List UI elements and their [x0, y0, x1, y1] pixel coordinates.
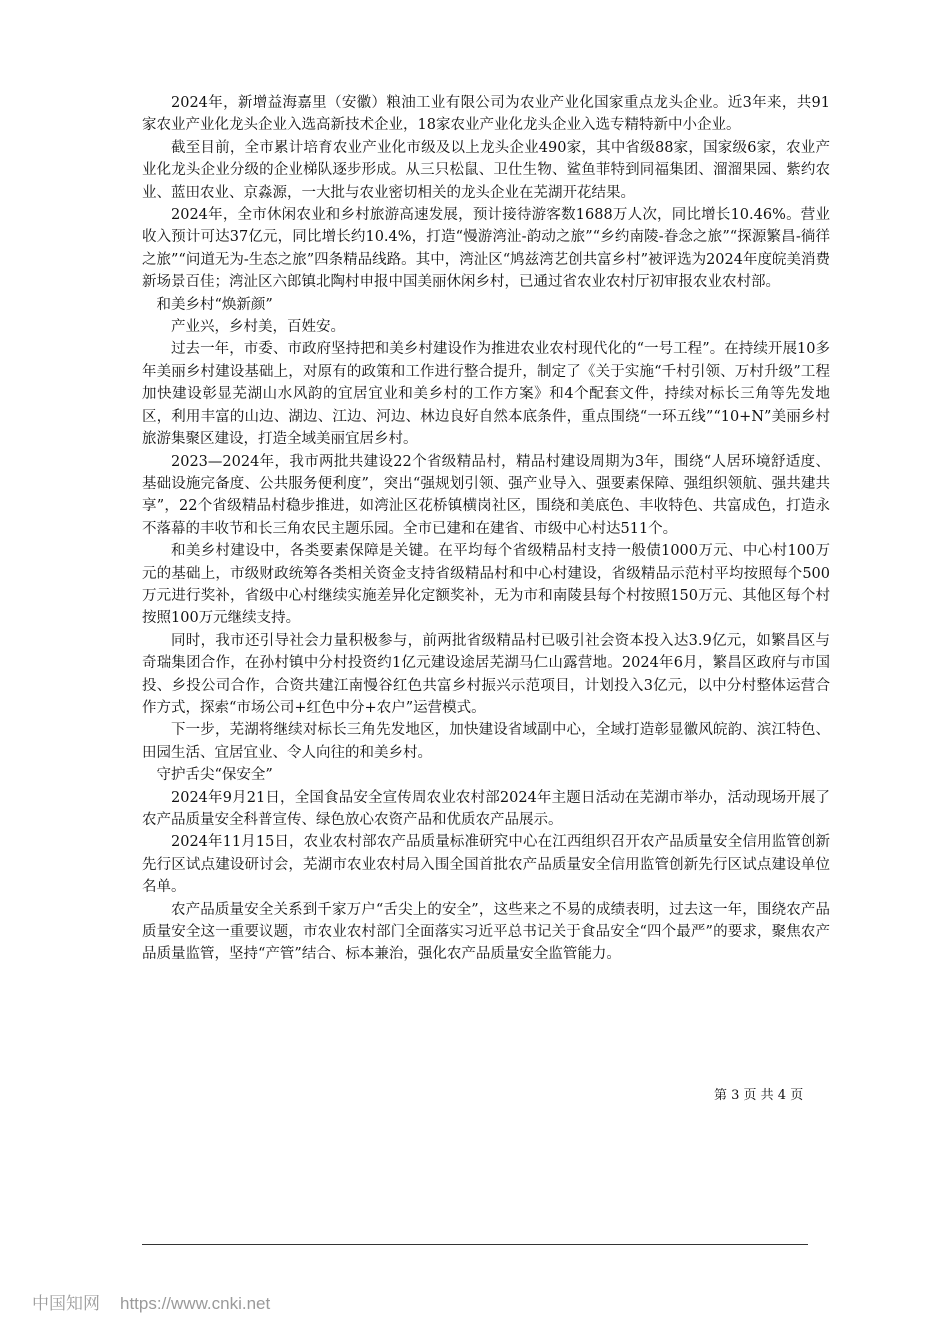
source-watermark	[32, 1293, 270, 1315]
paragraph: 2024年，新增益海嘉里（安徽）粮油工业有限公司为农业产业化国家重点龙头企业。近3年来，共91家农业产业化龙头企业入选高新技术企业，18家农业产业化龙头企业入选专精特新中小企业。	[142, 95, 830, 134]
paragraph: 2024年，全市休闲农业和乡村旅游高速发展，预计接待游客数1688万人次，同比增长10.46%。营业收入预计可达37亿元，同比增长约10.4%，打造“慢游湾沚-韵动之旅”“乡约南陵-眷念之旅”“探源繁昌-徜徉之旅”“问道无为-生态之旅”四条精品线路。其中，湾沚区“鸠兹湾艺创共富乡村”被评选为2024年度皖美消费新场景百佳；湾沚区六郎镇北陶村申报中国美丽休闲乡村，已通过省农业农村厅初审报农业农村部。	[142, 207, 830, 291]
page-number: 第 3 页 共 4 页	[714, 1088, 804, 1103]
paragraph: 截至目前，全市累计培育农业产业化市级及以上龙头企业490家，其中省级88家，国家级6家，农业产业化龙头企业分级的企业梯队逐步形成。从三只松鼠、卫仕生物、鲨鱼菲特到同福集团、溜溜果园、紫约农业、蓝田农业、京淼源，一大批与农业密切相关的龙头企业在芜湖开花结果。	[142, 139, 830, 201]
paragraph: 2024年9月21日，全国食品安全宣传周农业农村部2024年主题日活动在芜湖市举办，活动现场开展了农产品质量安全科普宣传、绿色放心农资产品和优质农产品展示。	[142, 789, 830, 828]
paragraph: 同时，我市还引导社会力量积极参与，前两批省级精品村已吸引社会资本投入达3.9亿元，如繁昌区与奇瑞集团合作，在孙村镇中分村投资约1亿元建设途居芜湖马仁山露营地。2024年6月，繁昌区政府与市国投、乡投公司合作，合资共建江南慢谷红色共富乡村振兴示范项目，计划投入3亿元，以中分村整体运营合作方式，探索“市场公司+红色中分+农户”运营模式。	[142, 632, 830, 716]
paragraph: 2024年11月15日，农业农村部农产品质量标准研究中心在江西组织召开农产品质量安全信用监管创新先行区试点建设研讨会，芜湖市农业农村局入围全国首批农产品质量安全信用监管创新先行区试点建设单位名单。	[142, 834, 830, 896]
paragraph: 农产品质量安全关系到千家万户“舌尖上的安全”，这些来之不易的成绩表明，过去这一年，围绕农产品质量安全这一重要议题，市农业农村部门全面落实习近平总书记关于食品安全“四个最严”的要求，聚焦农产品质量监管，坚持“产管”结合、标本兼治，强化农产品质量安全监管能力。	[142, 901, 830, 963]
section-heading: 守护舌尖“保安全”	[156, 767, 273, 784]
section-heading: 和美乡村“焕新颜”	[156, 296, 273, 313]
paragraph: 过去一年，市委、市政府坚持把和美乡村建设作为推进农业农村现代化的“一号工程”。在持续开展10多年美丽乡村建设基础上，对原有的政策和工作进行整合提升，制定了《关于实施“千村引领、万村升级”工程加快建设彰显芜湖山水风韵的宜居宜业和美乡村的工作方案》和4个配套文件，持续对标长三角等先发地区，利用丰富的山边、湖边、江边、河边、林边良好自然本底条件，重点围绕“一环五线”“10+N”美丽乡村旅游集聚区建设，打造全域美丽宜居乡村。	[142, 341, 830, 448]
paragraph: 和美乡村建设中，各类要素保障是关键。在平均每个省级精品村支持一般债1000万元、中心村100万元的基础上，市级财政统筹各类相关资金支持省级精品村和中心村建设，省级精品示范村平均按照每个500万元进行奖补，省级中心村继续实施差异化定额奖补，无为市和南陵县每个村按照150万元、其他区每个村按照100万元继续支持。	[142, 543, 830, 627]
paragraph: 产业兴，乡村美，百姓安。	[171, 319, 345, 336]
article-body	[142, 92, 830, 966]
footer-divider	[142, 1244, 808, 1245]
watermark-brand: 中国知网	[32, 1294, 100, 1313]
paragraph: 下一步，芜湖将继续对标长三角先发地区，加快建设省域副中心，全域打造彰显徽风皖韵、滨江特色、田园生活、宜居宜业、令人向往的和美乡村。	[142, 722, 830, 761]
watermark-url[interactable]: https://www.cnki.net	[120, 1294, 271, 1313]
paragraph: 2023—2024年，我市两批共建设22个省级精品村，精品村建设周期为3年，围绕“人居环境舒适度、基础设施完备度、公共服务便利度”，突出“强规划引领、强产业导入、强要素保障、强组织领航、强共建共享”，22个省级精品村稳步推进，如湾沚区花桥镇横岗社区，围绕和美底色、丰收特色、共富成色，打造永不落幕的丰收节和长三角农民主题乐园。全市已建和在建省、市级中心村达511个。	[142, 453, 830, 537]
